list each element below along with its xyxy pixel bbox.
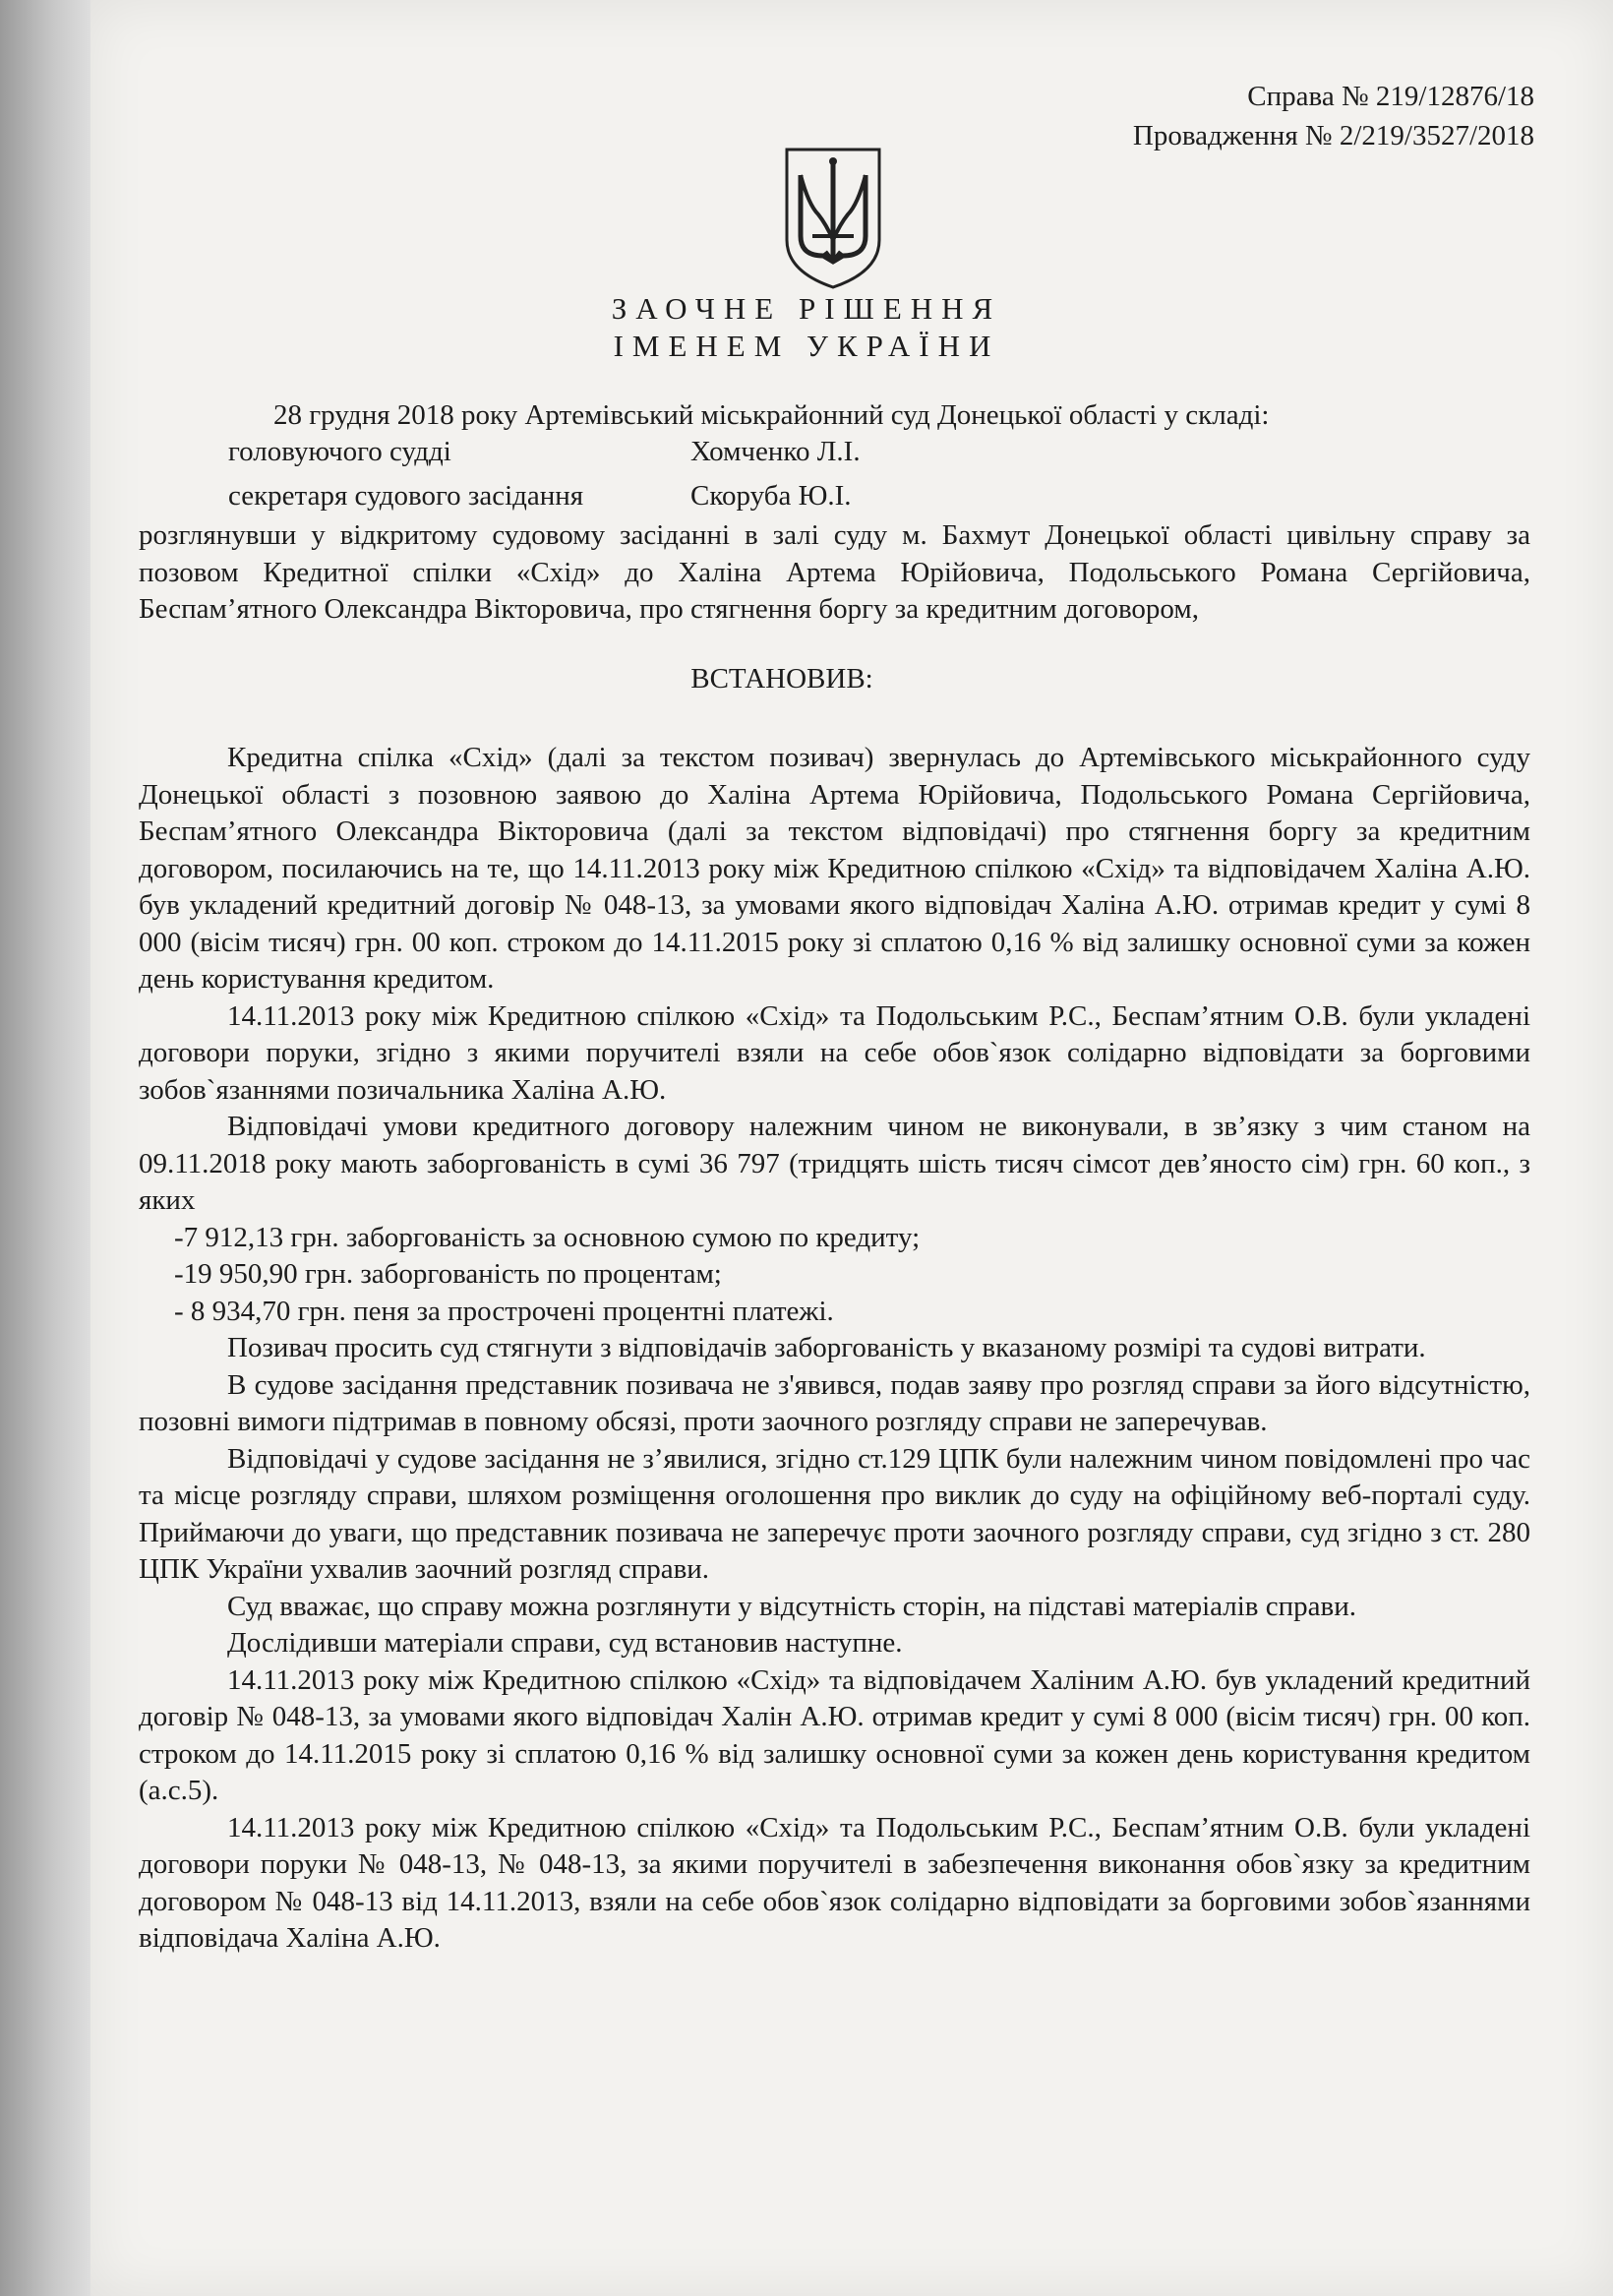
debt-item: -7 912,13 грн. заборгованість за основною сумою по кредиту; (174, 1221, 921, 1253)
judge-label: головуючого судді (228, 436, 451, 467)
paragraph: Позивач просить суд стягнути з відповідачів заборгованість у вказаному розмірі та судові витрати. (227, 1332, 1426, 1363)
secretary-name: Скоруба Ю.І. (690, 480, 852, 512)
paragraph: 14.11.2013 року між Кредитною спілкою «Схід» та відповідачем Халіним А.Ю. був укладений кредитний договір № 048-13, за умовами якого відповідач Халін А.Ю. отримав кредит у сумі 8 000 (вісім тисяч) грн. 00 коп. строком до 14.11.2015 року зі сплатою 0,16 % від залишку основної суми за кожен день користування кредитом (а.с.5). (139, 1663, 1530, 1806)
court-date-line: 28 грудня 2018 року Артемівський міськрайонний суд Донецької області у складі: (273, 399, 1270, 431)
case-number: Справа № 219/12876/18 (1247, 81, 1534, 112)
judge-name: Хомченко Л.І. (690, 436, 861, 467)
debt-item: - 8 934,70 грн. пеня за прострочені процентні платежі. (174, 1295, 834, 1327)
paragraph: Дослідивши матеріали справи, суд встановив наступне. (227, 1627, 903, 1659)
paragraph: 14.11.2013 року між Кредитною спілкою «Схід» та Подольським Р.С., Беспам’ятним О.В. були укладені договори поруки, згідно з якими поручителі взяли на себе обов`язок солідарно відповідати за борговими зобов`язаннями позичальника Халіна А.Ю. (139, 999, 1530, 1106)
section-heading: ВСТАНОВИВ: (690, 663, 873, 695)
trident-emblem-icon (779, 146, 887, 291)
document-subtitle: ІМЕНЕМ УКРАЇНИ (613, 329, 1000, 363)
paragraph: Кредитна спілка «Схід» (далі за текстом позивач) звернулась до Артемівського міськрайонного суду Донецької області з позовною заявою до Халіна Артема Юрійовича, Подольського Романа Сергійовича, Беспам’ятного Олександра Вікторовича (далі за текстом відповідачі) про стягнення боргу за кредитним договором, посилаючись на те, що 14.11.2013 року між Кредитною спілкою «Схід» та відповідачем Халіна А.Ю. був укладений кредитний договір № 048-13, за умовами якого відповідач Халіна А.Ю. отримав кредит у сумі 8 000 (вісім тисяч) грн. 00 коп. строком до 14.11.2015 року зі сплатою 0,16 % від залишку основної суми за кожен день користування кредитом. (139, 742, 1530, 995)
paragraph: В судове засідання представник позивача не з'явився, подав заяву про розгляд справи за його відсутністю, позовні вимоги підтримав в повному обсязі, проти заочного розгляду справи не заперечував. (139, 1368, 1530, 1437)
paragraph: Відповідачі умови кредитного договору належним чином не виконували, в зв’язку з чим станом на 09.11.2018 року мають заборгованість в сумі 36 797 (тридцять шість тисяч сімсот дев’яносто сім) грн. 60 коп., з яких (139, 1111, 1530, 1216)
document-title: ЗАОЧНЕ РІШЕННЯ (611, 291, 1002, 326)
document-body (139, 740, 1530, 1958)
intro-paragraph: розглянувши у відкритому судовому засіданні в залі суду м. Бахмут Донецької області цивільну справу за позовом Кредитної спілки «Схід» до Халіна Артема Юрійовича, Подольського Романа Сергійовича, Беспам’ятного Олександра Вікторовича, про стягнення боргу за кредитним договором, (139, 519, 1530, 625)
debt-item: -19 950,90 грн. заборгованість по процентам; (174, 1258, 722, 1290)
paragraph: Суд вважає, що справу можна розглянути у відсутність сторін, на підставі матеріалів справи. (227, 1590, 1356, 1622)
paragraph: 14.11.2013 року між Кредитною спілкою «Схід» та Подольським Р.С., Беспам’ятним О.В. були укладені договори поруки № 048-13, № 048-13, за якими поручителі в забезпечення виконання обов`язку за кредитним договором № 048-13 від 14.11.2013, взяли на себе обов`язок солідарно відповідати за борговими зобов`язаннями відповідача Халіна А.Ю. (139, 1811, 1530, 1954)
case-header (1133, 77, 1534, 155)
proceeding-number: Провадження № 2/219/3527/2018 (1132, 120, 1534, 151)
paragraph: Відповідачі у судове засідання не з’явилися, згідно ст.129 ЦПК були належним чином повідомлені про час та місце розгляду справи, шляхом розміщення оголошення про виклик до суду на офіційному веб-порталі суду. Приймаючи до уваги, що представник позивача не заперечує проти заочного розгляду справи, суд згідно з ст. 280 ЦПК України ухвалив заочний розгляд справи. (139, 1442, 1530, 1585)
secretary-label: секретаря судового засідання (228, 480, 584, 512)
